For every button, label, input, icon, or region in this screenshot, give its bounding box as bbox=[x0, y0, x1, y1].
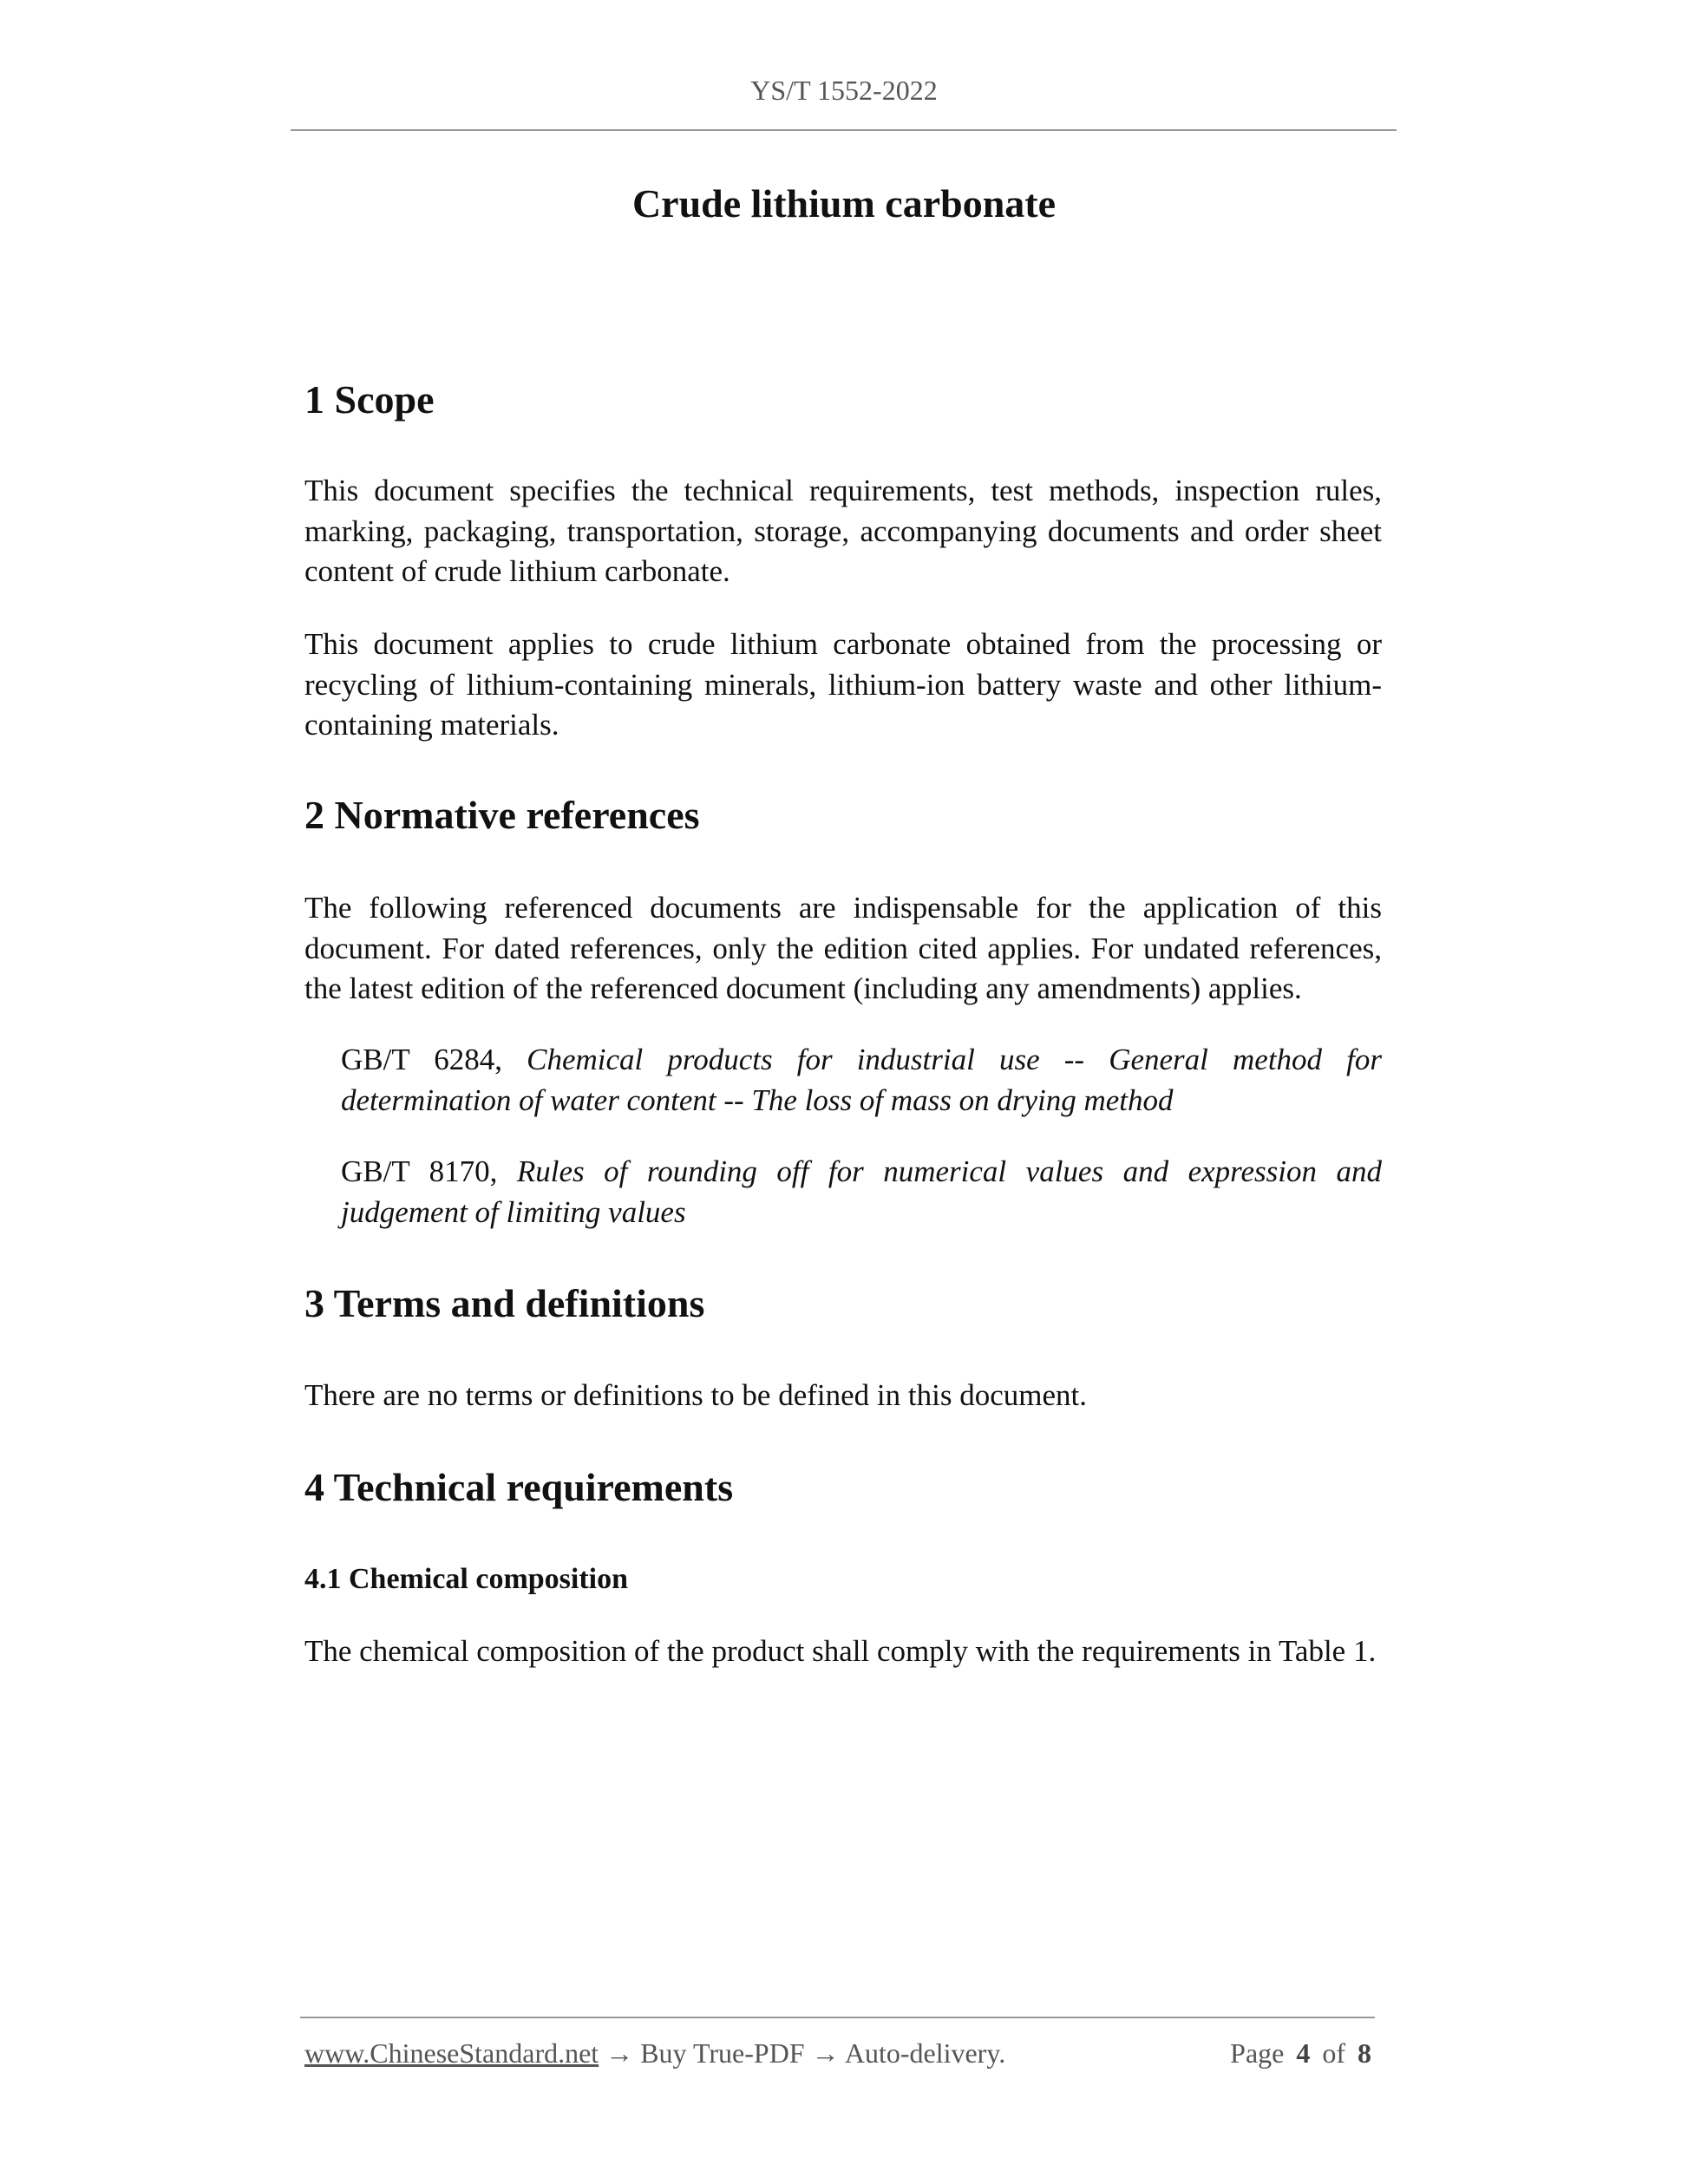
website-link[interactable]: www.ChineseStandard.net bbox=[304, 2037, 599, 2069]
buy-text: Buy True-PDF bbox=[640, 2037, 805, 2069]
delivery-text: Auto-delivery. bbox=[844, 2037, 1006, 2069]
arrow-right-icon: → bbox=[811, 2037, 840, 2069]
section-heading-technical-requirements: 4 Technical requirements bbox=[304, 1465, 734, 1509]
of-label: of bbox=[1322, 2037, 1345, 2069]
footer-promo bbox=[304, 2037, 1005, 2070]
scope-paragraph-1: This document specifies the technical requirements, test methods, inspection rules, marking, packaging, transportation, storage, accompanying documents and order sheet content of crude lithium carbonate. bbox=[304, 474, 1382, 588]
arrow-right-icon: → bbox=[605, 2037, 634, 2069]
reference-title: Chemical products for industrial use -- General method for determination of water content -- The loss of mass on drying method bbox=[341, 1043, 1383, 1117]
reference-item bbox=[341, 1152, 1382, 1233]
reference-item bbox=[341, 1040, 1382, 1121]
footer-divider bbox=[300, 2017, 1375, 2018]
page-current: 4 bbox=[1296, 2037, 1311, 2069]
reference-code: GB/T 6284, bbox=[341, 1043, 502, 1076]
reference-code: GB/T 8170, bbox=[341, 1154, 498, 1188]
chemical-composition-paragraph: The chemical composition of the product shall comply with the requirements in Table 1. bbox=[304, 1634, 1377, 1668]
page-total: 8 bbox=[1358, 2037, 1371, 2069]
normative-references-paragraph: The following referenced documents are indispensable for the application of this document. For dated references, only the edition cited applies. For undated references, the latest edition of the referenced document (including any amendments) applies. bbox=[304, 891, 1382, 1005]
section-heading-scope: 1 Scope bbox=[304, 377, 435, 422]
subsection-heading-chemical-composition: 4.1 Chemical composition bbox=[304, 1563, 629, 1595]
page-label: Page bbox=[1230, 2037, 1285, 2069]
header-divider bbox=[291, 129, 1397, 131]
document-title: Crude lithium carbonate bbox=[631, 181, 1057, 226]
scope-paragraph-2: This document applies to crude lithium carbonate obtained from the processing or recycling of lithium-containing minerals, lithium-ion battery waste and other lithium-containing materials. bbox=[304, 627, 1382, 742]
section-heading-terms: 3 Terms and definitions bbox=[304, 1281, 705, 1325]
terms-paragraph: There are no terms or definitions to be defined in this document. bbox=[304, 1378, 1087, 1412]
section-heading-normative-references: 2 Normative references bbox=[304, 793, 700, 837]
reference-title: Rules of rounding off for numerical values and expression and judgement of limiting values bbox=[341, 1154, 1383, 1229]
page-number bbox=[1230, 2037, 1371, 2070]
running-header: YS/T 1552-2022 bbox=[750, 75, 938, 106]
